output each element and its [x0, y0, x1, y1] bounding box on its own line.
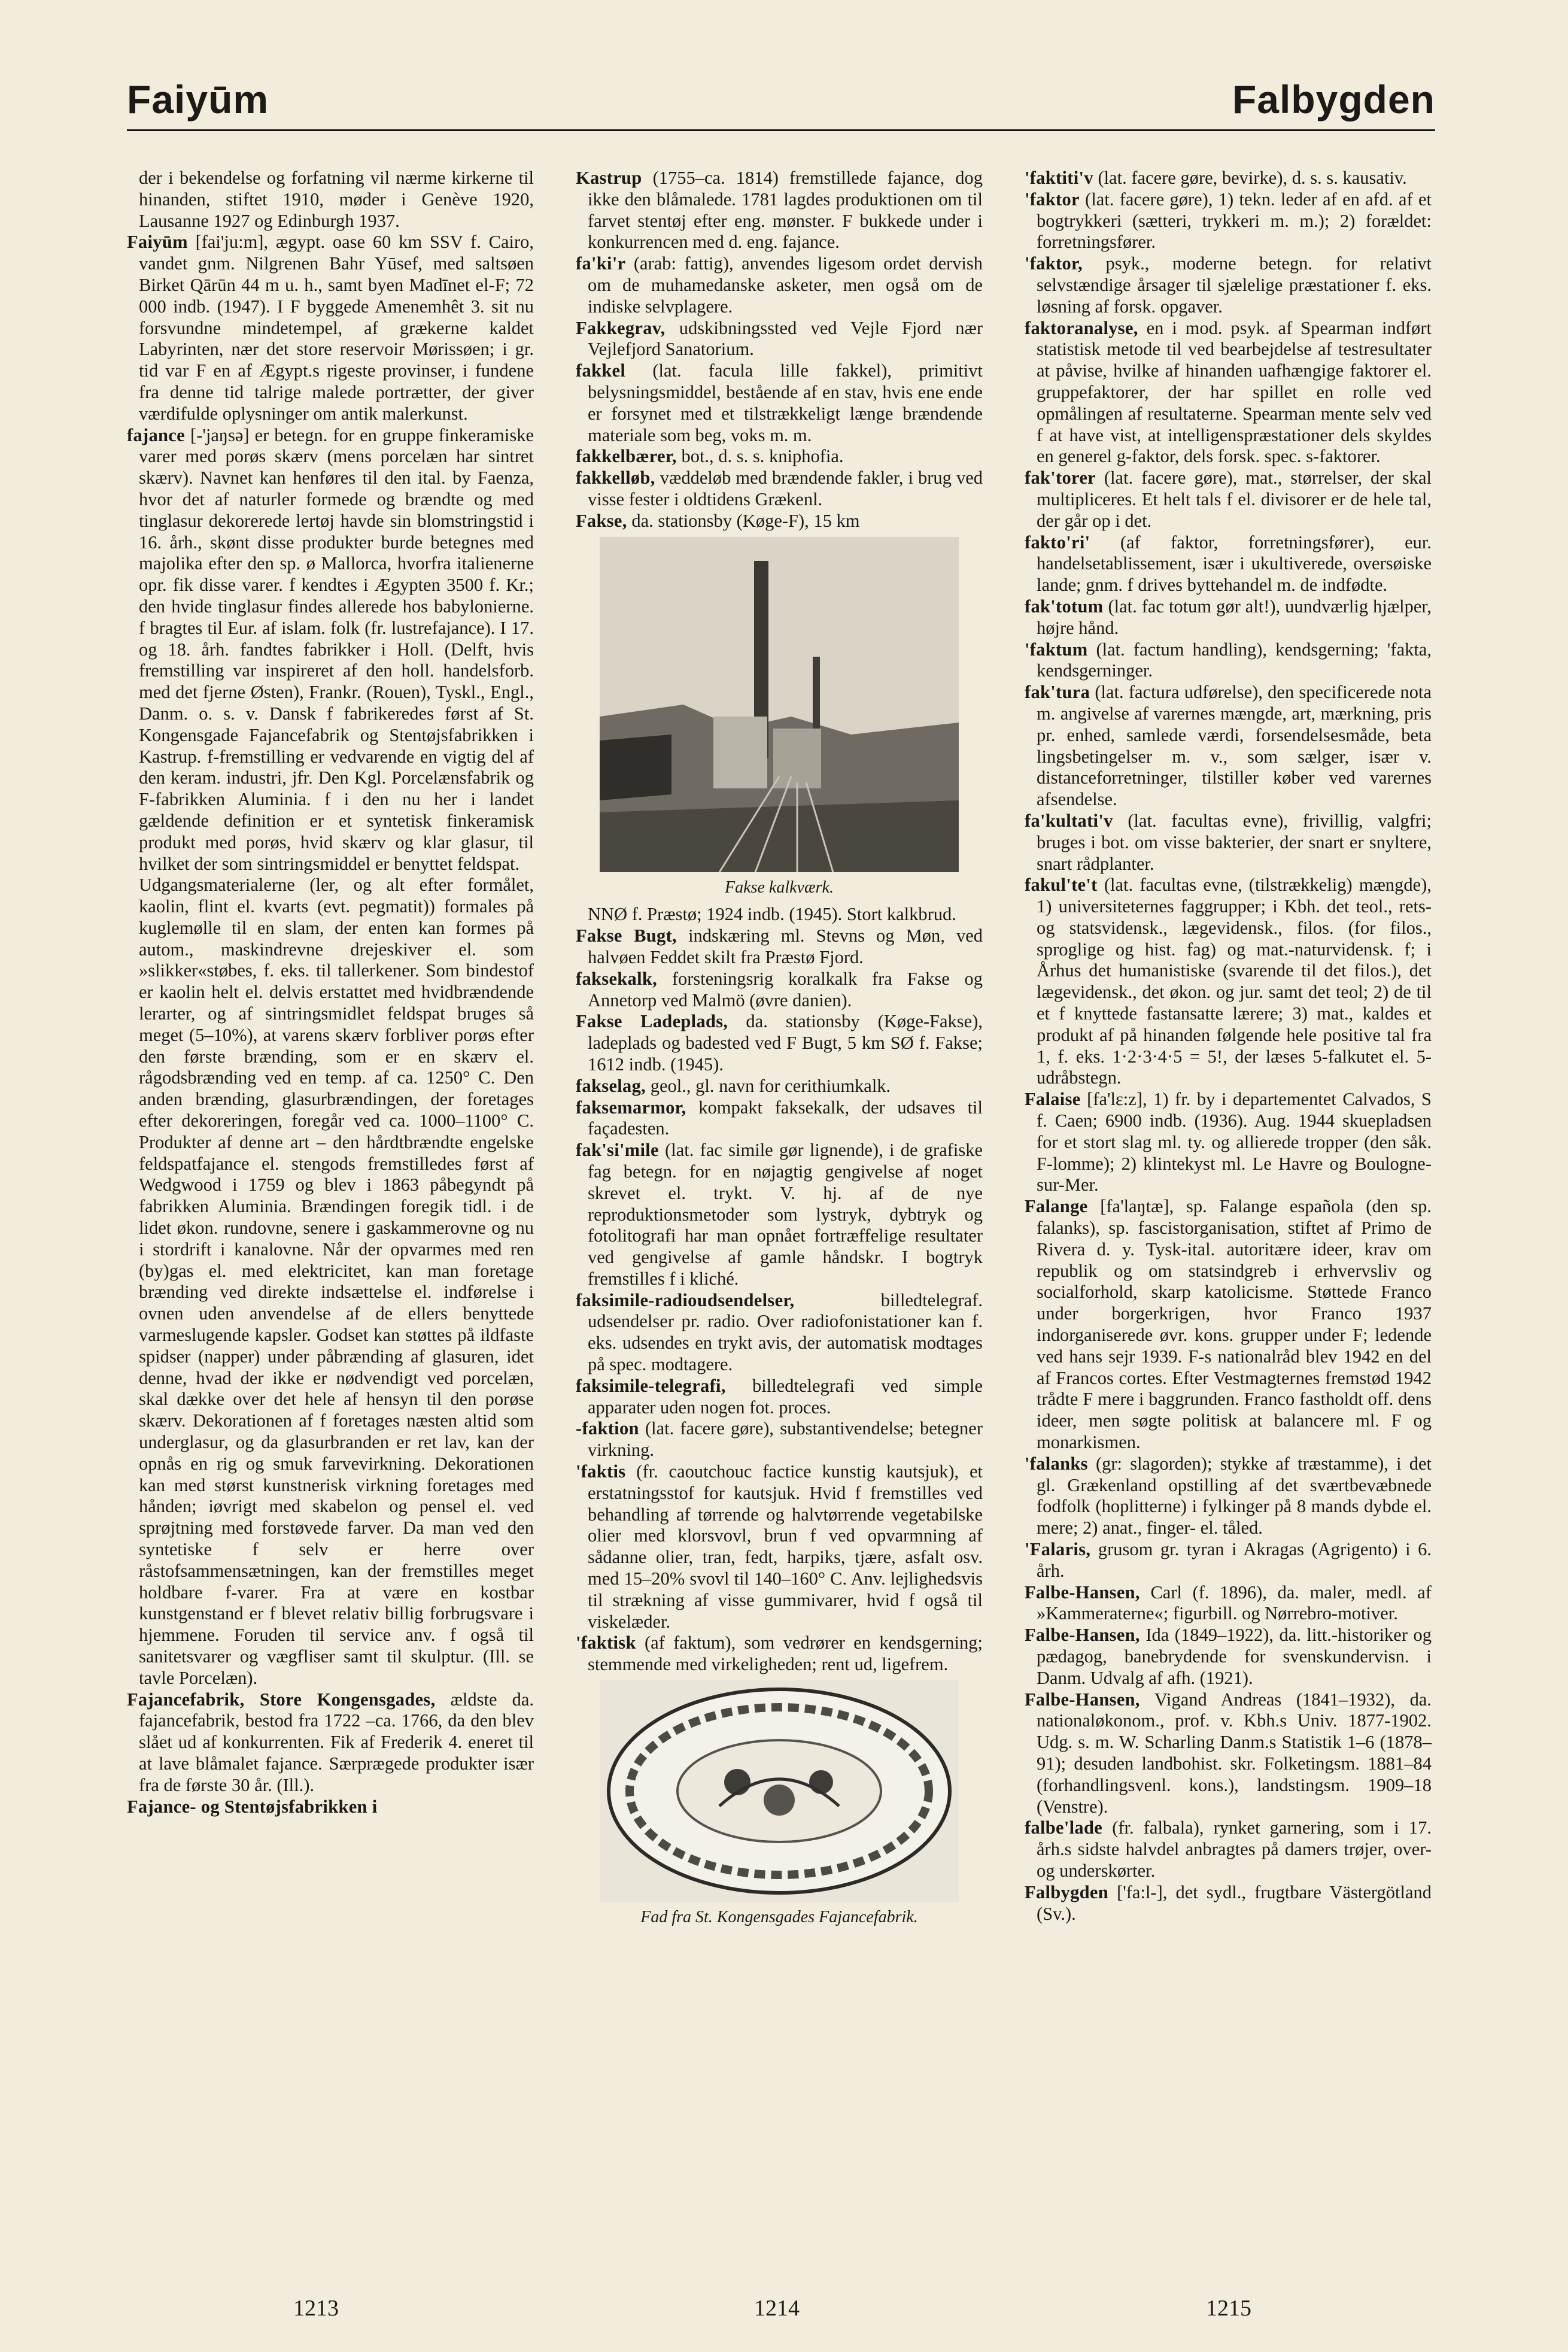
dictionary-entry [1025, 1539, 1432, 1582]
entry-text: indskæring ml. Stevns og Møn, ved halvøen Feddet skilt fra Præstø Fjord. [588, 925, 983, 967]
entry-text: bot., d. s. s. kniphofia. [676, 446, 844, 467]
entry-headword: faksekalk, [576, 968, 658, 989]
dictionary-entry [576, 1632, 983, 1676]
page-number: 1213 [293, 2296, 339, 2321]
entry-headword: fakselag, [576, 1075, 646, 1096]
dictionary-entry [576, 360, 983, 446]
dictionary-entry [1025, 682, 1432, 811]
entry-text: (lat. facere gøre), substantivendelse; betegner virkning. [588, 1418, 983, 1461]
entry-text: NNØ f. Præstø; 1924 indb. (1945). Stort kalkbrud. [588, 904, 956, 925]
entry-text: billedtelegraf. udsendelser pr. radio. Over radiofonistationer kan f. eks. udsendes en trykt avis, der automatisk modtages på spec. modtagere. [588, 1289, 983, 1375]
entry-text: (lat. factura udførelse), den specificerede nota m. angivelse af varernes mængde, art, mærkning, pris pr. enhed, samlede værdi, forsendelsesmåde, beta lingsbetingelser m. v., som sælger, især v. distanceforretninger, tilstiller køber ved varernes afsendelse. [1037, 682, 1432, 810]
dictionary-entry [576, 925, 983, 969]
entry-text: (fr. falbala), rynket garnering, som i 17. årh.s sidste halvdel anbragtes på damers trøjer, over- og underskørter. [1037, 1817, 1432, 1881]
dictionary-entry [576, 1418, 983, 1461]
entry-text: billedtelegrafi ved simple apparater uden nogen fot. proces. [588, 1375, 983, 1418]
entry-text: (arab: fattig), anvendes ligesom ordet dervish om de muhamedanske asketer, men også om de indiske selvplagere. [588, 253, 983, 317]
entry-headword: fak'tura [1025, 682, 1090, 703]
entry-headword: Fakkegrav, [576, 317, 666, 338]
entry-headword: Falbe-Hansen, [1025, 1582, 1140, 1603]
entry-headword: Falaise [1025, 1089, 1081, 1110]
entry-headword: fakul'te't [1025, 875, 1098, 896]
dictionary-entry [1025, 1453, 1432, 1539]
entry-text: [fai'ju:m], ægypt. oase 60 km SSV f. Cairo, vandet gnm. Nilgrenen Bahr Yūsef, med saltsøen Birket Qārūn 44 m u. h., samt byen Madīnet el-F; 72 000 indb. (1947). I F byggede Amenemhêt 3. sit nu forsvundne mindetempel, af grækerne kaldet Labyrinten, nær det store reservoir Mørissøen; i gr. tid var F en af Ægypt.s rigeste provinser, i fundene fra denne tid talrige malede portrætter, der giver værdifulde oplysninger om antik malerkunst. [139, 232, 534, 424]
entry-headword: fakkel [576, 360, 626, 381]
entry-headword: fakto'ri' [1025, 532, 1090, 553]
entry-text: der i bekendelse og forfatning vil nærme kirkerne til hinanden, stiftet 1910, møder i Genève 1920, Lausanne 1927 og Edinburgh 1937. [139, 168, 534, 231]
entry-text: (lat. facere gøre, bevirke), d. s. s. kausativ. [1093, 168, 1407, 188]
entry-text: (lat. facultas evne), frivillig, valgfri; bruges i bot. om visse bakterier, der snart er snyltere, snart rådplanter. [1037, 810, 1432, 874]
dictionary-entry [576, 318, 983, 361]
dictionary-entry [1025, 811, 1432, 875]
column-3 [1025, 168, 1432, 1925]
entry-headword: 'faktisk [576, 1632, 636, 1653]
dictionary-entry [127, 875, 534, 1689]
dictionary-entry [127, 1689, 534, 1796]
entry-headword: fa'kultati'v [1025, 810, 1113, 831]
dictionary-entry [576, 1011, 983, 1075]
entry-headword: Fakse, [576, 510, 627, 531]
entry-text: da. stationsby (Køge-F), 15 km [627, 510, 860, 531]
entry-text: en i mod. psyk. af Spearman indført statistisk metode til ved bearbejdelse af testresultater at påvise, hvilke af hinanden uafhængige faktorer el. gruppefaktorer, der har spillet en rolle ved opmålingen af resultaterne. Spearman mente selv ved f at have vist, at intelligenspræstationer dels skyldes en generel g-faktor, dels forsk. spec. s-faktorer. [1037, 317, 1432, 467]
dictionary-entry [127, 425, 534, 875]
entry-text: kompakt faksekalk, der udsaves til façadesten. [588, 1097, 983, 1139]
entry-text: (lat. fac totum gør alt!), uundværlig hjælper, højre hånd. [1037, 596, 1432, 638]
entry-headword: faksimile-telegrafi, [576, 1375, 726, 1396]
dictionary-entry [576, 253, 983, 317]
entry-text: (fr. caoutchouc factice kunstig kautsjuk), et erstatningsstof for kautsjuk. Hvid f fremstilles ved behandling af tørrende og halvtørrende vegetabilske olier med klorsvovl, brun f ved opvarmning af sådanne olier, tran, fedt, harpiks, tjære, asfalt osv. med 15–20% svovl til 140–160° C. Anv. lejlighedsvis til strækning af visse gummivarer, hvid f også til viskelæder. [588, 1461, 983, 1632]
dictionary-entry [127, 232, 534, 424]
dictionary-entry [576, 168, 983, 253]
entry-text: (1755–ca. 1814) fremstillede fajance, dog ikke den blåmalede. 1781 lagdes produktionen om til farvet stentøj efter eng. mønster. F bukkede under i konkurrencen med d. eng. fajance. [588, 168, 983, 253]
entry-text: ['fa:l-], det sydl., frugtbare Västergötland (Sv.). [1037, 1881, 1432, 1924]
entry-headword: fak'si'mile [576, 1140, 659, 1161]
dictionary-entry [1025, 1582, 1432, 1625]
entry-headword: 'faktor [1025, 189, 1080, 210]
entry-text: (gr: slagorden); stykke af træstamme), i det gl. Grækenland opstilling af det sværtbevæbnede fodfolk (hoplitterne) i fylkinger på 8 mands dybde el. mere; 2) anat., finger- el. tåled. [1037, 1453, 1432, 1538]
photo-platter [600, 1680, 959, 1902]
entry-headword: Falbe-Hansen, [1025, 1625, 1140, 1646]
entry-text: (lat. facula lille fakkel), primitivt belysningsmiddel, bestående af en stav, hvis ene ende er forsynet med et tilstrækkeligt længe brændende materiale som beg, voks m. m. [588, 360, 983, 445]
entry-headword: 'faktor, [1025, 253, 1083, 274]
entry-text: forsteningsrig koralkalk fra Fakse og Annetorp ved Malmö (øvre danien). [588, 968, 983, 1010]
dictionary-entry [1025, 468, 1432, 532]
entry-headword: -faktion [576, 1418, 639, 1439]
page-number: 1214 [754, 2296, 800, 2321]
dictionary-entry [576, 1076, 983, 1097]
entry-text: geol., gl. navn for cerithiumkalk. [646, 1075, 891, 1096]
dictionary-entry [576, 1461, 983, 1632]
dictionary-entry [576, 1097, 983, 1140]
entry-headword: 'falanks [1025, 1453, 1088, 1474]
figure-platter [576, 1680, 983, 1928]
dictionary-entry [576, 904, 983, 925]
entry-headword: fakkelbærer, [576, 446, 677, 467]
dictionary-entry [1025, 318, 1432, 468]
entry-text: udskibningssted ved Vejle Fjord nær Vejlefjord Sanatorium. [588, 317, 983, 360]
figure-fakse-kalkvaerk [576, 537, 983, 899]
dictionary-entry [1025, 1689, 1432, 1818]
entry-headword: Fajance- og Stentøjsfabrikken i [127, 1796, 378, 1817]
dictionary-entry [576, 1140, 983, 1290]
dictionary-entry [127, 1796, 534, 1818]
entry-text: (lat. fac simile gør lignende), i de grafiske fag betegn. for en nøjagtig gengivelse af noget skrevet el. trykt. V. hj. af de nye reproduktionsmetoder som lystryk, dybtryk og fotolitografi har man opnået fortræffelige resultater ved gengivelse af gamle håndskr. I bogtryk fremstilles f i kliché. [588, 1140, 983, 1289]
entry-text: Ida (1849–1922), da. litt.-historiker og pædagog, banebrydende for svenskundervisn. i Danm. Udvalg af afh. (1921). [1037, 1625, 1432, 1688]
entry-text: (lat. facere gøre), mat., størrelser, der skal multipliceres. Et helt tals f el. divisorer er de hele tal, der går op i det. [1037, 468, 1432, 531]
photo-fakse-kalkvaerk [600, 537, 959, 872]
entry-headword: 'faktum [1025, 639, 1088, 660]
figure-caption: Fakse kalkværk. [725, 878, 834, 897]
entry-headword: Fajancefabrik, Store Kongensgades, [127, 1689, 436, 1710]
entry-headword: fa'ki'r [576, 253, 626, 274]
entry-text: Udgangsmaterialerne (ler, og alt efter formålet, kaolin, flint el. kvarts (evt. pegmatit)) formales på kuglemølle til en slam, der enten kan formes på autom., maskindrevne drejeskiver el. som »slikker«støbes, f. eks. til tallerkener. Som bindestof er kaolin helt el. delvis erstattet med hvidbrændende lerarter, og af sintringsmidlet feldspat bruges så meget (5–10%), at varens skærv forbliver porøs efter den første brænding, som er en skærv el. rågodsbrænding ved en temp. af ca. 1250° C. Den anden brænding, glasurbrændingen, der foretages efter dekoreringen, foregår ved ca. 1000–1100° C. Produkter af denne art – den hårdtbrændte engelske feldspatfajance el. stengods fremstilledes først af Wedgwood i 1759 og blev i 1863 påbegyndt på fabrikken Aluminia. Brændingen foregik tidl. i de lidet økon. rundovne, senere i gaskammerovne og nu i stordrift i kanalovne. Når der opvarmes med ren (by)gas el. med elektricitet, kan man foretage brænding ved direkte indsættelse el. indførelse i ovnen uden anvendelse af de ellers benyttede varmeslugende kapsler. Godset kan støttes på ildfaste spidser (napper) under påbrænding af glasuren, idet denne, hvad der ikke er nødvendigt ved porcelæn, skal dække over det hele af hensyn til den porøse skærv. Dekorationen af f foretages næsten altid som underglasur, og da glasurbranden er ret lav, kan der opnås en rig og smuk farvevirkning. Dekorationen kan med størst kunstnerisk virkning foretages med hånden; iøvrigt med skabelon og pensel el. ved sprøjtning med forstøvede farver. Da man ved den syntetiske f selv er herre over råstofsammensætningen, kan der fremstilles meget holdbare f-varer. Fra at være en kostbar kunstgenstand er f blevet relativ billig forbrugsvare i hjemmene. Foruden til service anv. f også til sanitetsvarer og vægfliser samt til skulptur. (Ill. se tavle Porcelæn). [139, 875, 534, 1688]
dictionary-entry [1025, 639, 1432, 682]
dictionary-entry [1025, 1089, 1432, 1196]
entry-text: Carl (f. 1896), da. maler, medl. af »Kammeraterne«; figurbill. og Nørrebro-motiver. [1037, 1582, 1432, 1624]
dictionary-entry [576, 1290, 983, 1376]
entry-headword: fak'totum [1025, 596, 1104, 617]
entry-text: da. stationsby (Køge-Fakse), ladeplads og badested ved F Bugt, 5 km SØ f. Fakse; 1612 indb. (1945). [588, 1011, 983, 1075]
entry-text: ældste da. fajancefabrik, bestod fra 1722 –ca. 1766, da den blev slået ud af konkurrenten. Fik af Frederik 4. eneret til at lave blåmalet fajance. Særprægede produkter især fra de første 30 år. (Ill.). [139, 1689, 534, 1795]
entry-text: Vigand Andreas (1841–1932), da. nationaløkonom., prof. v. Kbh.s Univ. 1877-1902. Udg. s. m. W. Scharling Danm.s Statistik 1–6 (1878–91); desuden landbohist. skr. Folketingsm. 1881–84 (forhandlingsvenl. kons.), landstingsm. 1909–18 (Venstre). [1037, 1689, 1432, 1817]
dictionary-entry [1025, 532, 1432, 596]
running-head-left: Faiyūm [127, 77, 269, 122]
dictionary-entry [127, 168, 534, 232]
entry-text: [fa'lε:z], 1) fr. by i departementet Calvados, S f. Caen; 6900 indb. (1936). Aug. 1944 skuepladsen for et stort slag ml. ty. og allierede tropper (den såk. F-lomme); 2) klintekyst ml. Le Havre og Boulogne-sur-Mer. [1037, 1089, 1432, 1195]
entry-headword: Falbe-Hansen, [1025, 1689, 1140, 1710]
figure-caption: Fad fra St. Kongensgades Fajancefabrik. [640, 1908, 918, 1927]
entry-text: grusom gr. tyran i Akragas (Agrigento) i 6. årh. [1037, 1539, 1432, 1581]
entry-headword: faktoranalyse, [1025, 317, 1138, 338]
entry-text: (lat. facere gøre), 1) tekn. leder af en afd. af et bogtrykkeri (sætteri, trykkeri m. m.); 2) forældet: forretningsfører. [1037, 189, 1432, 253]
entry-headword: faksemarmor, [576, 1097, 686, 1118]
entry-headword: Faiyūm [127, 232, 188, 253]
dictionary-entry [1025, 1817, 1432, 1881]
dictionary-entry [576, 511, 983, 532]
entry-headword: fajance [127, 424, 185, 445]
entry-headword: Falange [1025, 1196, 1088, 1217]
entry-headword: Falbygden [1025, 1881, 1108, 1902]
entry-text: (lat. facultas evne, (tilstrækkelig) mængde), 1) universiteternes faggrupper; i Kbh. det teol., rets- og statsvidensk., lægevidensk., filos. (for filos., sproglige og hist. fag) og mat.-naturvidensk. f; i Århus det humanistiske (svarende til det filos.), det lægevidensk., det økon. og jur. samt det teol; 2) de til et f knyttede fastansatte lærere; 3) mat., kaldes et produkt af på hinanden følgende hele positive tal fra 1, f. eks. 1·2·3·4·5 = 5!, der læses 5-falkutet el. 5-udråbstegn. [1037, 875, 1432, 1088]
entry-text: (af faktor, forretningsfører), eur. handelsetablissement, især i ukultiverede, oversøiske lande; gnm. f drives byttehandel m. de indfødte. [1037, 532, 1432, 596]
dictionary-entry [576, 969, 983, 1012]
dictionary-entry [576, 1376, 983, 1419]
entry-text: væddeløb med brændende fakler, i brug ved visse fester i oldtidens Grækenl. [588, 468, 983, 509]
dictionary-entry [1025, 168, 1432, 189]
header-rule [127, 129, 1435, 131]
dictionary-entry [1025, 875, 1432, 1089]
running-head-right: Falbygden [1232, 77, 1435, 122]
dictionary-entry [1025, 1882, 1432, 1925]
entry-text: (af faktum), som vedrører en kendsgerning; stemmende med virkeligheden; rent ud, ligefrem. [588, 1632, 983, 1675]
entry-headword: Fakse Bugt, [576, 925, 677, 946]
dictionary-entry [1025, 189, 1432, 253]
page-number: 1215 [1206, 2296, 1251, 2321]
entry-text: (lat. factum handling), kendsgerning; 'fakta, kendsgerninger. [1037, 639, 1432, 681]
entry-headword: fakkelløb, [576, 468, 655, 488]
entry-headword: faksimile-radioudsendelser, [576, 1289, 795, 1310]
dictionary-entry [1025, 1196, 1432, 1453]
entry-headword: Kastrup [576, 168, 642, 188]
dictionary-entry [1025, 596, 1432, 639]
dictionary-entry [1025, 1625, 1432, 1689]
entry-headword: falbe'lade [1025, 1817, 1103, 1838]
dictionary-entry [1025, 253, 1432, 317]
entry-headword: 'faktis [576, 1461, 626, 1482]
column-2 [576, 168, 983, 1934]
entry-headword: 'faktiti'v [1025, 168, 1093, 188]
entry-text: [-'jaŋsə] er betegn. for en gruppe finkeramiske varer med porøs skærv (mens porcelæn har sintret skærv). Navnet kan henføres til den ital. by Faenza, hvor det af naturler formede og brændte og med tinglasur dekorerede lertøj havde sin blomstringstid i 16. årh., skønt disse produkter burde betegnes med majolika efter den sp. ø Mallorca, hvorfra italienerne opr. fik disse varer. f kendtes i Ægypten 3500 f. Kr.; den hvide tinglasur findes allerede hos babylonierne. f bragtes til Eur. af islam. folk (fr. lustrefajance). I 17. og 18. årh. fandtes fabrikker i Holl. (Delft, hvis fremstilling var inspireret af den holl. handelsforb. med det fjerne Østen), Frankr. (Rouen), Tyskl., Engl., Danm. o. s. v. Dansk f fabrikeredes først af St. Kongensgade Fajancefabrik og Stentøjsfabrikken i Kastrup. f-fremstilling er vedvarende en vigtig del af den keram. industri, jfr. Den Kgl. Porcelænsfabrik og F-fabrikken Aluminia. f i den nu her i landet gældende definition er et syntetisk finkeramisk produkt med porøs, hvid skærv og klar glasur, til hvilket der som sintringsmiddel er benyttet feldspat. [139, 424, 534, 874]
dictionary-entry [576, 468, 983, 511]
entry-headword: fak'torer [1025, 468, 1096, 488]
entry-text: [fa'laŋtæ], sp. Falange española (den sp. falanks), sp. fascistorganisation, stiftet af Primo de Rivera d. y. Tysk-ital. autoritære ideer, krav om republik og om statsindgreb i erhvervsliv og socialforhold, skarp katolicisme. Støttede Franco under borgerkrigen, hvor Franco 1937 indorganiserede øvr. kons. grupper under F; ledende ved hans sejr 1939. F-s nationalråd blev 1942 en del af Francos cortes. Efter Vestmagternes fremstød 1942 trådte F mere i baggrunden. Franco fastholdt off. dens ideer, men søgte politisk at balancere ml. F og monarkismen. [1037, 1196, 1432, 1453]
entry-headword: Fakse Ladeplads, [576, 1011, 728, 1032]
dictionary-entry [576, 446, 983, 468]
entry-text: psyk., moderne betegn. for relativt selvstændige årsager til sjælelige præstationer f. eks. løsning af forsk. opgaver. [1037, 253, 1432, 317]
column-1 [127, 168, 534, 1817]
entry-headword: 'Falaris, [1025, 1539, 1091, 1559]
